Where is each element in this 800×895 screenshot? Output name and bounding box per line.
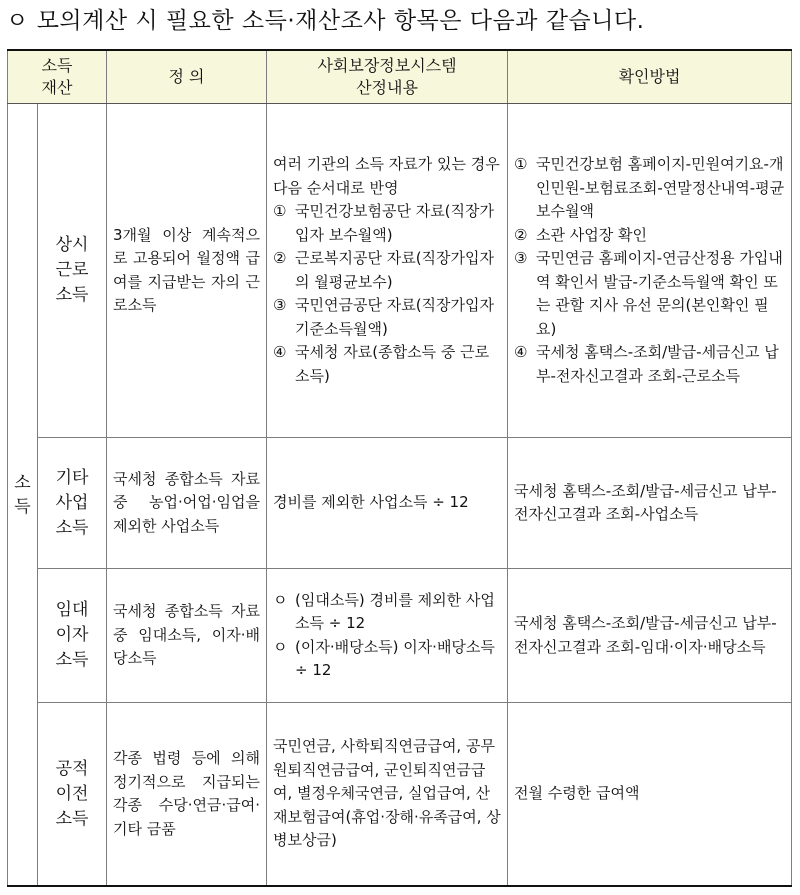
- table-row: [8, 703, 792, 887]
- header-method: 확인방법: [508, 50, 792, 104]
- row-label: 공적 이전 소득: [38, 703, 107, 887]
- content-item: ① 국민건강보험공단 자료(직장가입자 보수월액): [273, 202, 495, 244]
- row-method: 국세청 홈택스-조회/발급-세금신고 납부-전자신고결과 조회-사업소득: [508, 438, 792, 569]
- row-definition: 국세청 종합소득 자료 중 임대소득, 이자·배당소득: [107, 569, 267, 703]
- header-content: 사회보장정보시스템 산정내용: [267, 50, 508, 104]
- row-content: [267, 104, 508, 438]
- method-item: ① 국민건강보험 홈페이지-민원여기요-개인민원-보험료조회-연말정산내역-평균보수월액: [514, 155, 785, 220]
- row-definition: 각종 법령 등에 의해 정기적으로 지급되는 각종 수당·연금·급여·기타 금품: [107, 703, 267, 887]
- table-header-row: [8, 50, 792, 104]
- row-definition: 3개월 이상 계속적으로 고용되어 월정액 급여를 지급받는 자의 근로소득: [107, 104, 267, 438]
- row-content: 국민연금, 사학퇴직연금급여, 공무원퇴직연금급여, 군인퇴직연금급여, 별정우체국연금, 실업급여, 산재보험급여(휴업·장해·유족급여, 상병보상금): [267, 703, 508, 887]
- content-item: ④ 국세청 자료(종합소득 중 근로소득): [273, 343, 490, 385]
- content-item: ㅇ (이자·배당소득) 이자·배당소득 ÷ 12: [273, 637, 495, 679]
- content-item: ② 근로복지공단 자료(직장가입자의 월평균보수): [273, 249, 495, 291]
- table-row: [8, 569, 792, 703]
- row-definition: 국세청 종합소득 자료 중 농업·어업·임업을 제외한 사업소득: [107, 438, 267, 569]
- row-method: [508, 104, 792, 438]
- row-method: 국세청 홈택스-조회/발급-세금신고 납부-전자신고결과 조회-임대·이자·배당소득: [508, 569, 792, 703]
- row-content: 경비를 제외한 사업소득 ÷ 12: [267, 438, 508, 569]
- group-label-income: 소 득: [8, 104, 38, 887]
- income-survey-table: [7, 49, 792, 887]
- row-label: 상시 근로 소득: [38, 104, 107, 438]
- heading-text: 모의계산 시 필요한 소득·재산조사 항목은 다음과 같습니다.: [36, 8, 645, 34]
- row-method: 전월 수령한 급여액: [508, 703, 792, 887]
- table-row: [8, 104, 792, 438]
- section-heading: [6, 4, 644, 38]
- method-item: ② 소관 사업장 확인: [514, 225, 647, 244]
- method-item: ③ 국민연금 홈페이지-연금산정용 가입내역 확인서 발급-기준소득월액 확인 또는 관할 지사 유선 문의(본인확인 필요): [514, 249, 783, 338]
- header-definition: 정 의: [107, 50, 267, 104]
- row-label: 기타 사업 소득: [38, 438, 107, 569]
- content-item: ㅇ (임대소득) 경비를 제외한 사업소득 ÷ 12: [273, 590, 495, 632]
- heading-bullet: ㅇ: [6, 8, 29, 34]
- row-label: 임대 이자 소득: [38, 569, 107, 703]
- method-item: ④ 국세청 홈택스-조회/발급-세금신고 납부-전자신고결과 조회-근로소득: [514, 343, 779, 385]
- content-intro: 여러 기관의 소득 자료가 있는 경우 다음 순서대로 반영: [273, 155, 500, 197]
- header-category: 소득 재산: [8, 50, 107, 104]
- row-content: [267, 569, 508, 703]
- content-item: ③ 국민연금공단 자료(직장가입자 기준소득월액): [273, 296, 495, 338]
- table-row: [8, 438, 792, 569]
